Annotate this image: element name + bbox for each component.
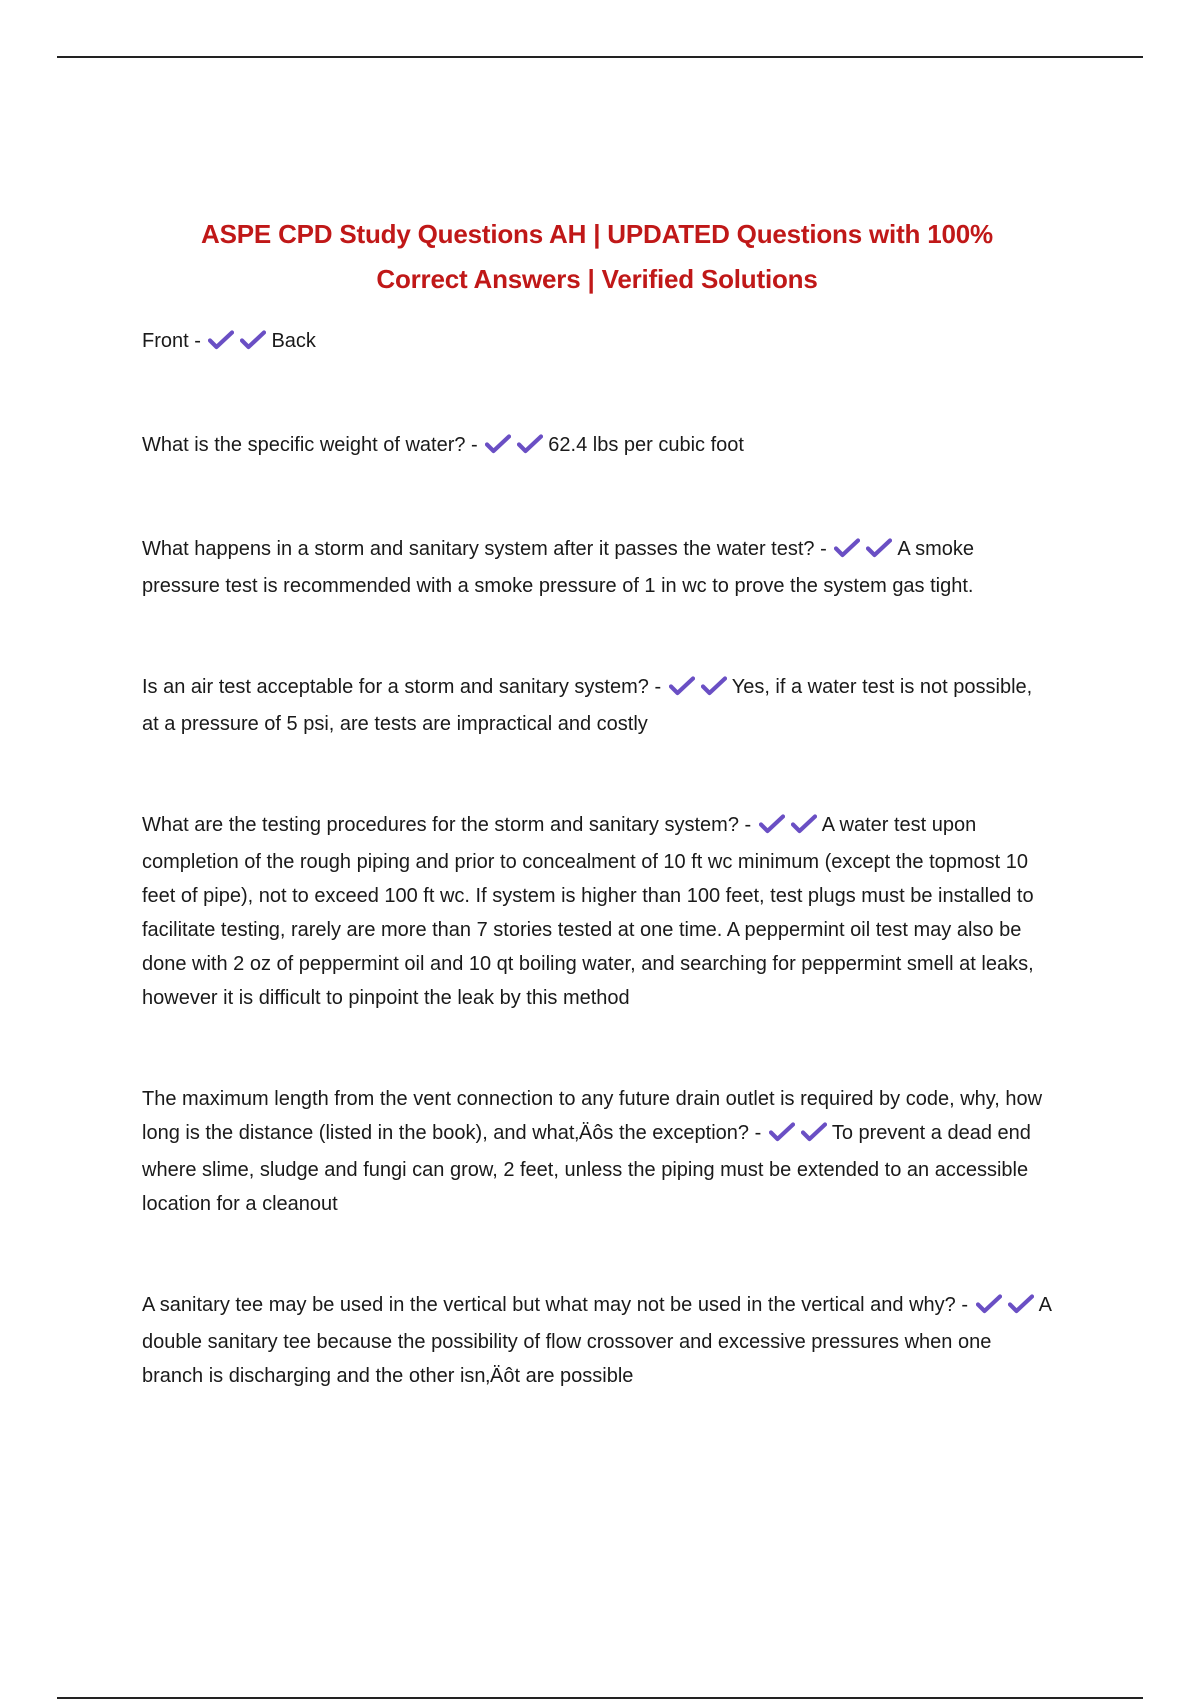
check-icon [866, 538, 892, 558]
qa-item [142, 1082, 1052, 1221]
answer-marker [976, 1291, 1037, 1325]
check-icon [669, 676, 695, 696]
check-icon [208, 330, 234, 350]
check-icon [701, 676, 727, 696]
check-icon [517, 434, 543, 454]
qa-item [142, 1288, 1052, 1393]
question-text: What is the specific weight of water? - [142, 434, 478, 456]
answer-marker [834, 535, 895, 569]
check-icon [759, 814, 785, 834]
check-icon [834, 538, 860, 558]
check-icon [1008, 1294, 1034, 1314]
question-text: Is an air test acceptable for a storm and sanitary system? - [142, 676, 662, 698]
check-icon [976, 1294, 1002, 1314]
question-text: Front - [142, 330, 201, 352]
answer-marker [208, 327, 269, 361]
check-icon [769, 1122, 795, 1142]
answer-text: To prevent a dead end where slime, sludge and fungi can grow, 2 feet, unless the piping must be extended to an accessible location for a cleanout [142, 1122, 1031, 1215]
check-icon [801, 1122, 827, 1142]
answer-marker [669, 673, 730, 707]
answer-text: A water test upon completion of the rough piping and prior to concealment of 10 ft wc minimum (except the topmost 10 feet of pipe), not to exceed 100 ft wc. If system is higher than 100 feet, test plugs must be installed to facilitate testing, rarely are more than 7 stories tested at one time. A peppermint oil test may also be done with 2 oz of peppermint oil and 10 qt boiling water, and searching for peppermint smell at leaks, however it is difficult to pinpoint the leak by this method [142, 814, 1034, 1009]
qa-list [142, 324, 1052, 1393]
answer-marker [485, 431, 546, 465]
answer-text: Back [271, 330, 316, 352]
answer-text: 62.4 lbs per cubic foot [548, 434, 744, 456]
front-back-header [142, 324, 1052, 361]
answer-text: Yes, if a water test is not possible, at a pressure of 5 psi, are tests are impractical and costly [142, 676, 1033, 735]
qa-item [142, 670, 1052, 741]
question-text: What are the testing procedures for the storm and sanitary system? - [142, 814, 752, 836]
check-icon [485, 434, 511, 454]
top-rule [57, 56, 1143, 58]
check-icon [791, 814, 817, 834]
bottom-rule [57, 1697, 1143, 1699]
title-line-2: Correct Answers | Verified Solutions [376, 264, 818, 294]
qa-item [142, 428, 1052, 465]
title-line-1: ASPE CPD Study Questions AH | UPDATED Questions with 100% [201, 219, 993, 249]
answer-marker [759, 811, 820, 845]
qa-item [142, 532, 1052, 603]
answer-text: A double sanitary tee because the possibility of flow crossover and excessive pressures when one branch is discharging and the other isn‚Äôt are possible [142, 1294, 1051, 1387]
qa-item [142, 808, 1052, 1015]
answer-text: A smoke pressure test is recommended with a smoke pressure of 1 in wc to prove the system gas tight. [142, 538, 975, 597]
document-body [142, 212, 1052, 1393]
document-title [142, 212, 1052, 302]
question-text: What happens in a storm and sanitary system after it passes the water test? - [142, 538, 827, 560]
question-text: The maximum length from the vent connection to any future drain outlet is required by code, why, how long is the distance (listed in the book), and what‚Äôs the exception? - [142, 1088, 1043, 1144]
check-icon [240, 330, 266, 350]
question-text: A sanitary tee may be used in the vertical but what may not be used in the vertical and why? - [142, 1294, 969, 1316]
answer-marker [769, 1119, 830, 1153]
